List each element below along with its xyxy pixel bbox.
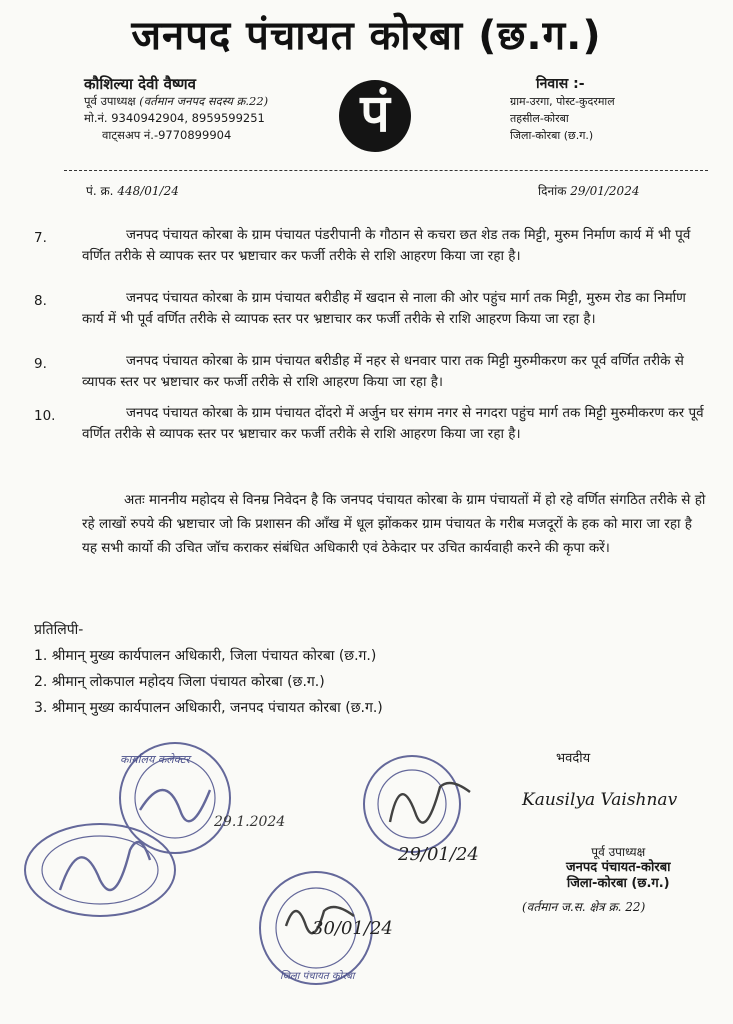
stamp-signature-scribble [60, 842, 150, 890]
copy-heading: प्रतिलिपी- [34, 622, 84, 638]
copy-item: 2. श्रीमान् लोकपाल महोदय जिला पंचायत कोरबा (छ.ग.) [34, 674, 325, 690]
sender-mobile: मो.नं. 9340942904, 8959599251 [84, 111, 265, 125]
date-label: दिनांक [538, 184, 567, 198]
item-text: जनपद पंचायत कोरबा के ग्राम पंचायत दोंदरो में अर्जुन घर संगम नगर से नगदरा पहुंच मार्ग तक मिट्टी मुरुमीकरण कर पूर्व वर्णित तरीके से व्यापक स्तर पर भ्रष्टाचार कर फर्जी तरीके से राशि आहरण किया जा रहा है। [82, 405, 704, 442]
residence-line3: जिला-कोरबा (छ.ग.) [510, 129, 594, 142]
header-divider [64, 170, 708, 171]
letter-date [538, 182, 639, 199]
designation-handwritten: (वर्तमान जनपद सदस्य क्र.22) [139, 94, 269, 108]
request-paragraph: अतः माननीय महोदय से विनम्र निवेदन है कि जनपद पंचायत कोरबा के ग्राम पंचायतों में हो रहे वर्णित संगठित तरीके से हो रहे लाखों रुपये की भ्रष्टाचार जो कि प्रशासन की आँख में धूल झोंककर ग्राम पंचायत के गरीब मजदूरों के हक को मारा जा रहा है यह सभी कार्यो की उचित जॉच कराकर संबंधित अधिकारी एवं ठेकेदार पर उचित कार्यवाही करने की कृपा करें। [82, 492, 706, 556]
copy-item: 1. श्रीमान् मुख्य कार्यपालन अधिकारी, जिला पंचायत कोरबा (छ.ग.) [34, 648, 377, 664]
stamp1-date: 29.1.2024 [214, 814, 286, 830]
ref-value: 448/01/24 [117, 184, 179, 198]
sender-designation [84, 93, 268, 110]
item-number: 7. [34, 230, 47, 246]
stamp1-label: कार्यालय कलेक्टर [120, 753, 190, 766]
residence-label: निवास :- [536, 76, 585, 92]
closing-text: भवदीय [556, 751, 591, 766]
signatory-line1: पूर्व उपाध्यक्ष [591, 845, 646, 859]
oval-stamp [25, 824, 175, 916]
item-number: 8. [34, 293, 47, 309]
copy-item: 3. श्रीमान् मुख्य कार्यपालन अधिकारी, जनपद पंचायत कोरबा (छ.ग.) [34, 700, 383, 716]
signatory-block [566, 844, 670, 892]
stamp3-label: जिला पंचायत कोरबा [280, 971, 355, 982]
designation-text: पूर्व उपाध्यक्ष [84, 94, 136, 108]
signatory-line3: जिला-कोरबा (छ.ग.) [566, 876, 670, 891]
sender-whatsapp: वाट्सअप नं.-9770899904 [102, 128, 232, 142]
sender-block [84, 76, 268, 144]
residence-line1: ग्राम-उरगा, पोस्ट-कुदरमाल [510, 95, 615, 108]
date-value: 29/01/2024 [570, 184, 640, 198]
handwritten-signature: Kausilya Vaishnav [522, 790, 678, 810]
stamp2-date: 29/01/24 [398, 844, 479, 865]
sender-name: कौशिल्या देवी वैष्णव [84, 75, 196, 93]
signatory-line2: जनपद पंचायत-कोरबा [566, 860, 671, 875]
letterhead-title: जनपद पंचायत कोरबा (छ.ग.) [131, 13, 602, 59]
item-number: 9. [34, 356, 47, 372]
item-number: 10. [34, 408, 56, 424]
ref-label: पं. क्र. [86, 184, 114, 198]
item-text: जनपद पंचायत कोरबा के ग्राम पंचायत बरीडीह में नहर से धनवार पारा तक मिट्टी मुरुमीकरण कर पूर्व वर्णित तरीके से व्यापक स्तर पर भ्रष्टाचार कर फर्जी तरीके से राशि आहरण किया जा रहा है। [82, 353, 684, 390]
stamp3-date: 30/01/24 [312, 918, 393, 939]
residence-line2: तहसील-कोरबा [510, 112, 569, 125]
letterhead-logo: पं [339, 80, 411, 152]
item-text: जनपद पंचायत कोरबा के ग्राम पंचायत पंडरीपानी के गौठान से कचरा छत शेड तक मिट्टी, मुरुम निर्माण कार्य में भी पूर्व वर्णित तरीके से व्यापक स्तर पर भ्रष्टाचार कर फर्जी तरीके से राशि आहरण किया जा रहा है। [82, 227, 691, 264]
item-text: जनपद पंचायत कोरबा के ग्राम पंचायत बरीडीह में खदान से नाला की ओर पहुंच मार्ग तक मिट्टी, मुरुम रोड का निर्माण कार्य में भी पूर्व वर्णित तरीके से व्यापक स्तर पर भ्रष्टाचार कर फर्जी तरीके से राशि आहरण किया जा रहा है। [82, 290, 686, 327]
reference-number [86, 182, 179, 199]
signatory-note: (वर्तमान ज.स. क्षेत्र क्र. 22) [522, 900, 646, 914]
residence-block [510, 76, 615, 144]
